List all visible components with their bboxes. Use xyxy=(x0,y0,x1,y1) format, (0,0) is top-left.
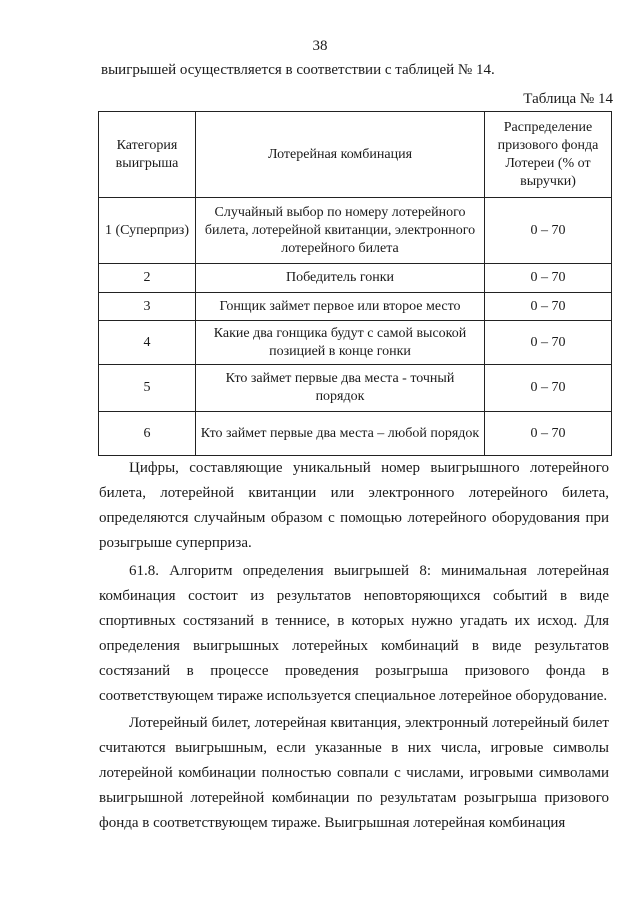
prize-table xyxy=(98,111,612,456)
cell-category: 3 xyxy=(99,293,196,321)
cell-combination: Победитель гонки xyxy=(196,264,485,293)
cell-distribution: 0 – 70 xyxy=(485,321,612,365)
cell-combination: Кто займет первые два места – любой порядок xyxy=(196,412,485,456)
table-row xyxy=(99,412,612,456)
table-row xyxy=(99,198,612,264)
header-combination: Лотерейная комбинация xyxy=(196,112,485,198)
cell-combination: Какие два гонщика будут с самой высокой позицией в конце гонки xyxy=(196,321,485,365)
cell-distribution: 0 – 70 xyxy=(485,264,612,293)
cell-combination: Кто займет первые два места - точный порядок xyxy=(196,365,485,412)
paragraph-winning-ticket: Лотерейный билет, лотерейная квитанция, электронный лотерейный билет считаются выигрышным, если указанные в них числа, игровые символы лотерейной комбинации полностью совпали с числами, игровыми символами выигрышной лотерейной комбинации по результатам розыгрыша призового фонда в соответствующем тираже. Выигрышная лотерейная комбинация xyxy=(99,715,609,831)
cell-category: 2 xyxy=(99,264,196,293)
table-caption: Таблица № 14 xyxy=(523,91,613,107)
cell-category: 1 (Суперприз) xyxy=(99,198,196,264)
cell-distribution: 0 – 70 xyxy=(485,412,612,456)
cell-category: 5 xyxy=(99,365,196,412)
paragraph-superprize: Цифры, составляющие уникальный номер выигрышного лотерейного билета, лотерейной квитанции или электронного лотерейного билета, определяются случайным образом с помощью лотерейного оборудования при розыгрыше суперприза. xyxy=(99,460,609,551)
table-row xyxy=(99,321,612,365)
header-distribution: Распределение призового фонда Лотереи (% от выручки) xyxy=(485,112,612,198)
intro-line: выигрышей осуществляется в соответствии с таблицей № 14. xyxy=(101,62,495,78)
cell-distribution: 0 – 70 xyxy=(485,198,612,264)
table-header-row xyxy=(99,112,612,198)
cell-combination: Случайный выбор по номеру лотерейного билета, лотерейной квитанции, электронного лотерейного билета xyxy=(196,198,485,264)
cell-category: 6 xyxy=(99,412,196,456)
table-row xyxy=(99,264,612,293)
cell-distribution: 0 – 70 xyxy=(485,293,612,321)
table-row xyxy=(99,293,612,321)
page-number: 38 xyxy=(312,38,328,54)
cell-combination: Гонщик займет первое или второе место xyxy=(196,293,485,321)
table-row xyxy=(99,365,612,412)
cell-category: 4 xyxy=(99,321,196,365)
paragraph-algorithm-8: 61.8. Алгоритм определения выигрышей 8: минимальная лотерейная комбинация состоит из результатов неповторяющихся событий в виде спортивных состязаний в теннисе, в которых нужно угадать их исход. Для определения выигрышных лотерейных комбинаций в виде результатов состязаний в процессе проведения розыгрыша призового фонда в соответствующем тираже используется специальное лотерейное оборудование. xyxy=(99,563,609,704)
cell-distribution: 0 – 70 xyxy=(485,365,612,412)
header-category: Категория выигрыша xyxy=(99,112,196,198)
